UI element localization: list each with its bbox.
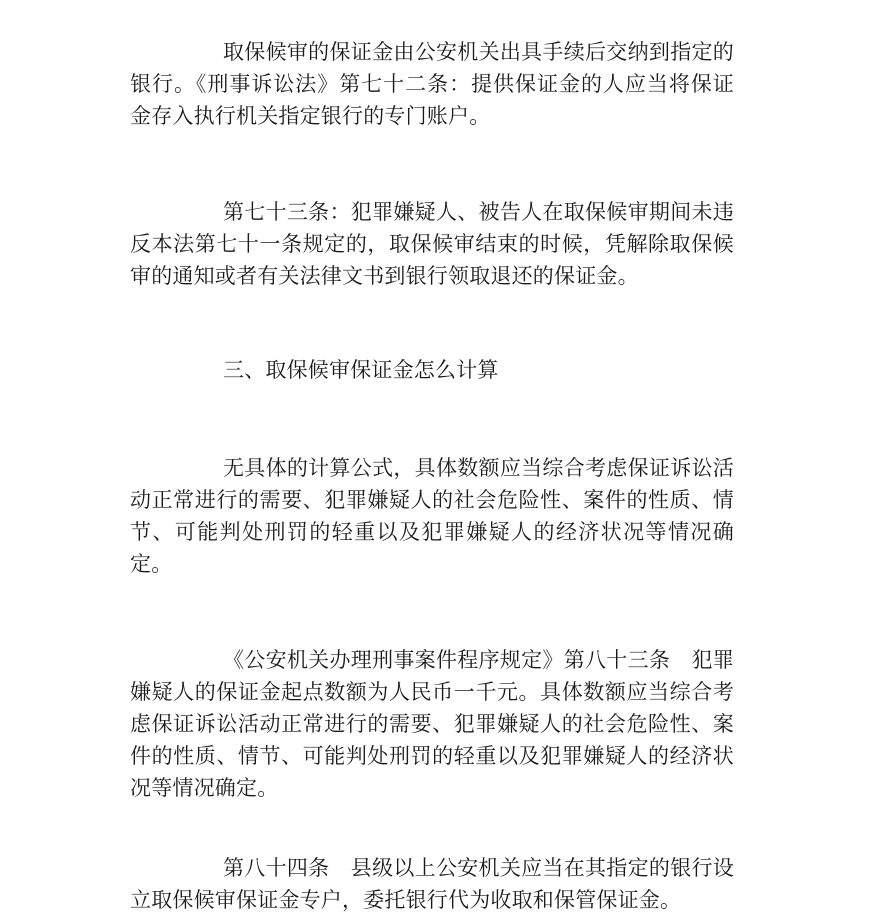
paragraph-article-73: 第七十三条：犯罪嫌疑人、被告人在取保候审期间未违反本法第七十一条规定的，取保候审结束的时候，凭解除取保候审的通知或者有关法律文书到银行领取退还的保证金。 bbox=[130, 200, 734, 288]
paragraph-no-formula: 无具体的计算公式，具体数额应当综合考虑保证诉讼活动正常进行的需要、犯罪嫌疑人的社会危险性、案件的性质、情节、可能判处刑罚的轻重以及犯罪嫌疑人的经济状况等情况确定。 bbox=[130, 456, 734, 576]
section-heading-calculation: 三、取保候审保证金怎么计算 bbox=[223, 358, 499, 382]
paragraph-article-84-partial: 第八十四条 县级以上公安机关应当在其指定的银行设立取保候审保证金专户，委托银行代为收取和保管保证金。 bbox=[130, 856, 734, 912]
paragraph-bail-deposit-bank: 取保候审的保证金由公安机关出具手续后交纳到指定的银行。《刑事诉讼法》第七十二条：提供保证金的人应当将保证金存入执行机关指定银行的专门账户。 bbox=[130, 40, 734, 128]
paragraph-article-83: 《公安机关办理刑事案件程序规定》第八十三条 犯罪嫌疑人的保证金起点数额为人民币一千元。具体数额应当综合考虑保证诉讼活动正常进行的需要、犯罪嫌疑人的社会危险性、案件的性质、情节、可能判处刑罚的轻重以及犯罪嫌疑人的经济状况等情况确定。 bbox=[130, 648, 734, 800]
